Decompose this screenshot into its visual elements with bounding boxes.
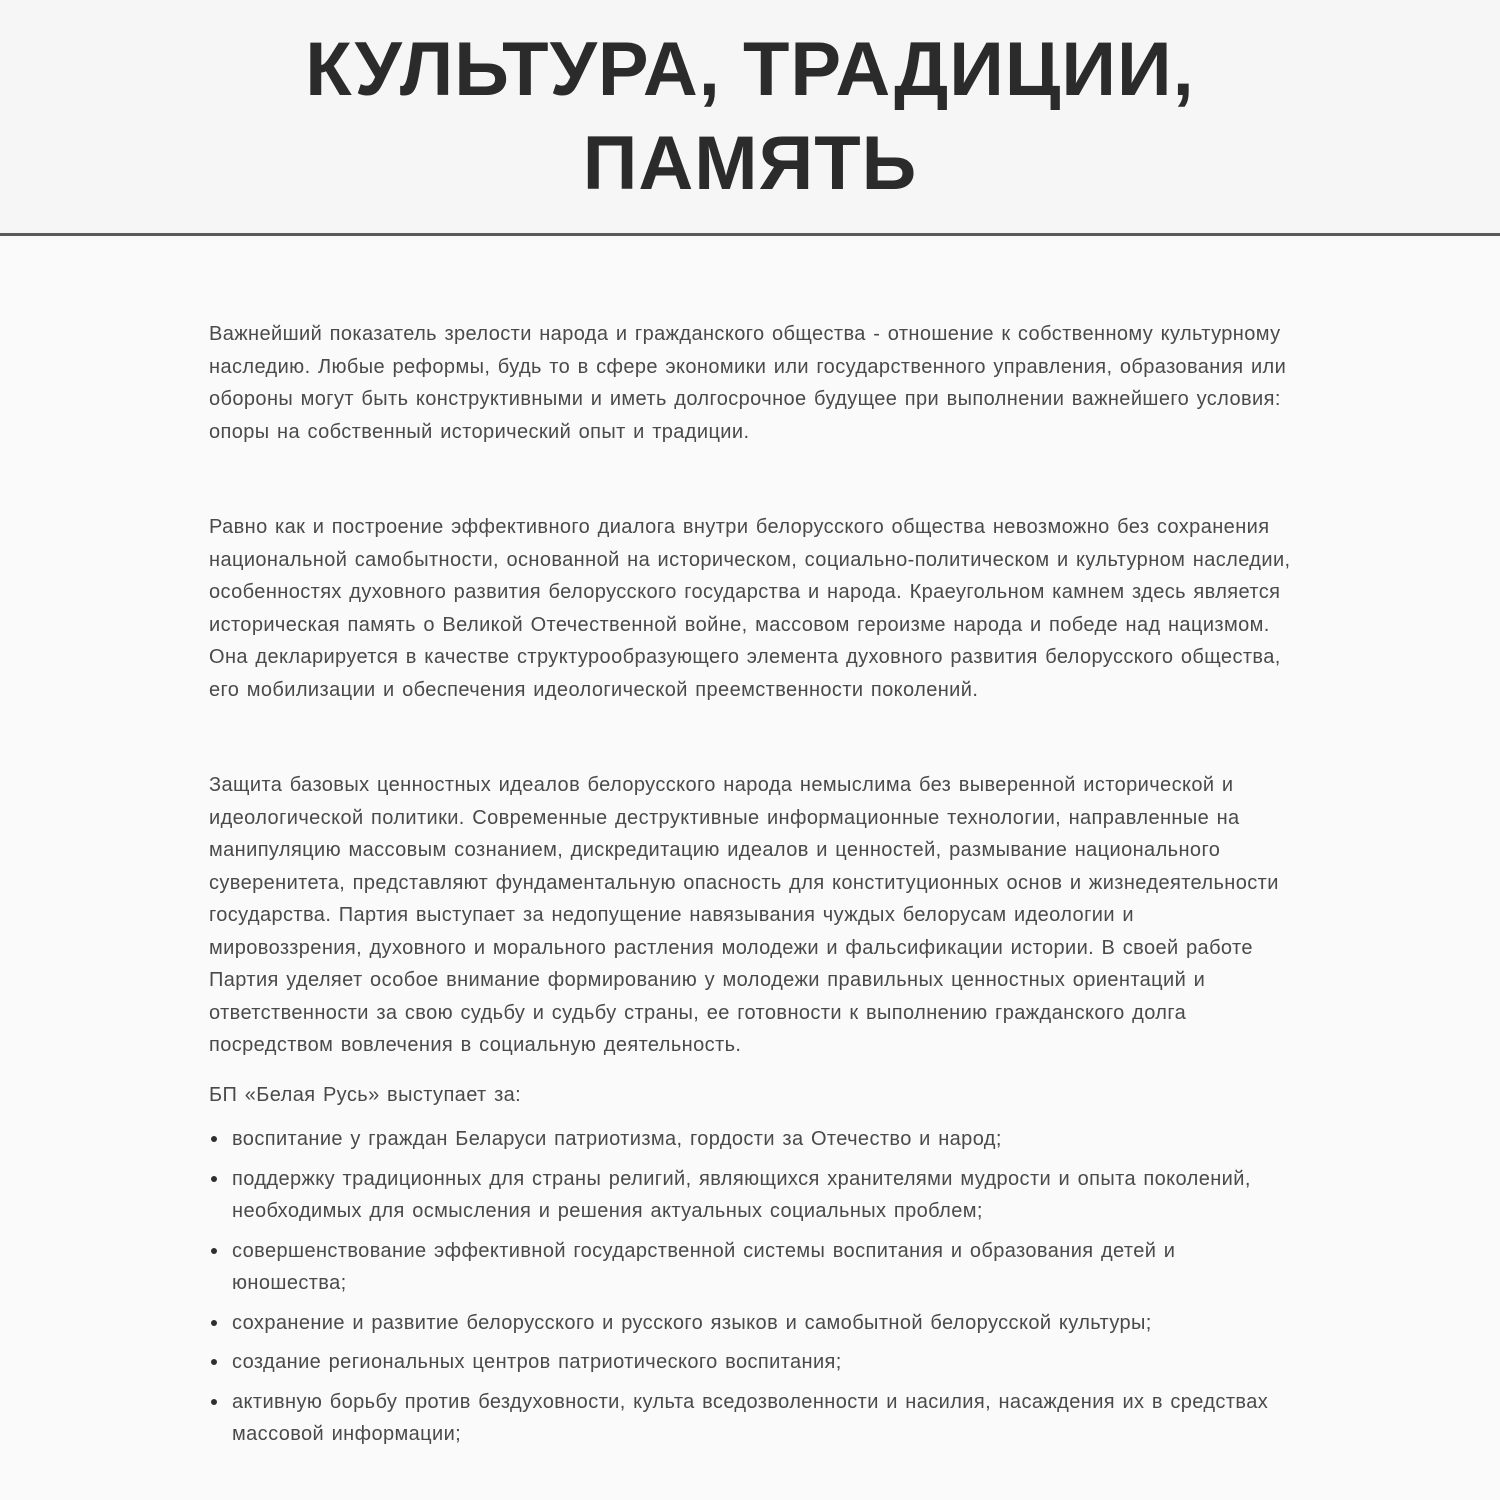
list-item-text: совершенствование эффективной государственной системы воспитания и образования детей и юношества; bbox=[232, 1239, 1176, 1294]
article-body bbox=[209, 236, 1291, 1451]
paragraph-3: Защита базовых ценностных идеалов белорусского народа немыслима без выверенной исторической и идеологической политики. Современные деструктивные информационные технологии, направленные на манипуляцию массовым сознанием, дискредитацию идеалов и ценностей, размывание национального суверенитета, представляют фундаментальную опасность для конституционных основ и жизнедеятельности государства. Партия выступает за недопущение навязывания чуждых белорусам идеологии и мировоззрения, духовного и морального растления молодежи и фальсификации истории. В своей работе Партия уделяет особое внимание формированию у молодежи правильных ценностных ориентаций и ответственности за свою судьбу и судьбу страны, ее готовности к выполнению гражданского долга посредством вовлечения в социальную деятельность. bbox=[209, 774, 1279, 1056]
list-item bbox=[209, 1386, 1291, 1451]
paragraph-2: Равно как и построение эффективного диалога внутри белорусского общества невозможно без сохранения национальной самобытности, основанной на историческом, социально-политическом и культурном наследии, особенностях духовного развития белорусского государства и народа. Краеугольном камнем здесь является историческая память о Великой Отечественной войне, массовом героизме народа и победе над нацизмом. Она декларируется в качестве структурообразующего элемента духовного развития белорусского общества, его мобилизации и обеспечения идеологической преемственности поколений. bbox=[209, 516, 1291, 701]
list-item-text: активную борьбу против бездуховности, культа вседозволенности и насилия, насаждения их в средствах массовой информации; bbox=[232, 1390, 1269, 1445]
list-intro: БП «Белая Русь» выступает за: bbox=[209, 1083, 522, 1106]
list-item-text: сохранение и развитие белорусского и русского языков и самобытной белорусской культуры; bbox=[232, 1311, 1152, 1334]
page-title: КУЛЬТУРА, ТРАДИЦИИ, ПАМЯТЬ bbox=[305, 26, 1195, 206]
page-header bbox=[0, 0, 1500, 236]
list-item bbox=[209, 1163, 1291, 1228]
list-item bbox=[209, 1235, 1291, 1300]
list-item bbox=[209, 1307, 1291, 1340]
list-item bbox=[209, 1346, 1291, 1379]
bullet-icon bbox=[211, 1136, 217, 1142]
list-item-text: создание региональных центров патриотического воспитания; bbox=[232, 1351, 842, 1373]
bullet-icon bbox=[211, 1359, 217, 1365]
list-item-text: поддержку традиционных для страны религий, являющихся хранителями мудрости и опыта поколений, необходимых для осмысления и решения актуальных социальных проблем; bbox=[232, 1167, 1251, 1222]
bullet-icon bbox=[211, 1248, 217, 1254]
bullet-icon bbox=[211, 1399, 217, 1405]
bullet-icon bbox=[211, 1176, 217, 1182]
bullet-list bbox=[209, 1123, 1291, 1451]
list-item-text: воспитание у граждан Беларуси патриотизма, гордости за Отечество и народ; bbox=[232, 1128, 1002, 1150]
list-item bbox=[209, 1123, 1291, 1156]
bullet-icon bbox=[211, 1320, 217, 1326]
paragraph-1: Важнейший показатель зрелости народа и гражданского общества - отношение к собственному культурному наследию. Любые реформы, будь то в сфере экономики или государственного управления, образования или обороны могут быть конструктивными и иметь долгосрочное будущее при выполнении важнейшего условия: опоры на собственный исторический опыт и традиции. bbox=[209, 323, 1287, 443]
